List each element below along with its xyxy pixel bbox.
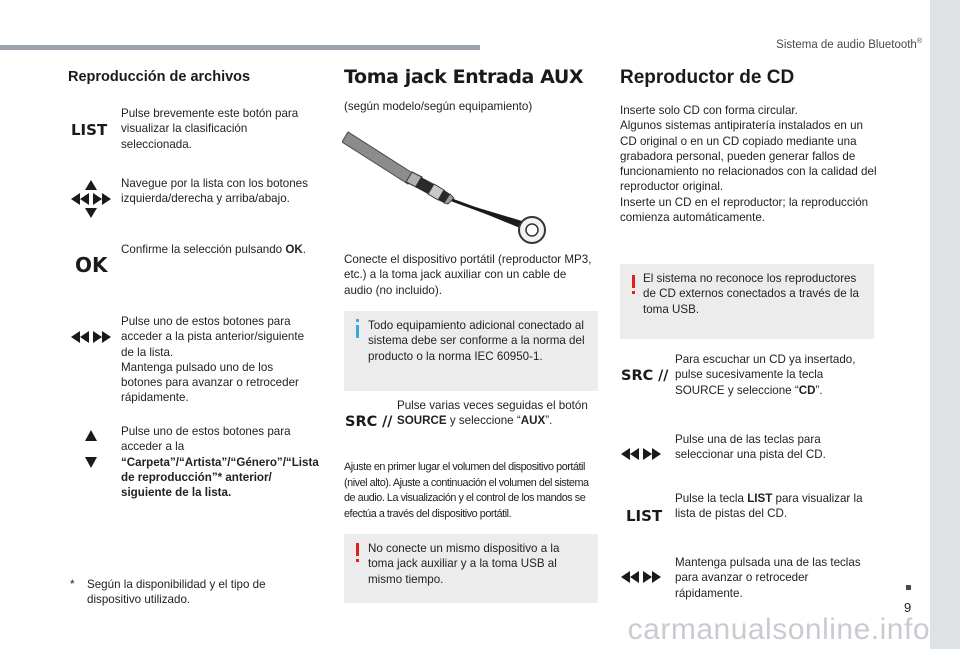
jack-plug-illustration [342, 124, 552, 248]
page-marker [906, 585, 911, 590]
footnote: Según la disponibilidad y el tipo de dispositivo utilizado. [87, 578, 266, 607]
cd-seek-arrows-icon [619, 570, 663, 584]
col1-folder-text: Pulse uno de estos botones para acceder a la “Carpeta”/“Artista”/“Género”/“Lista de reproducción”* anterior/ siguiente de la lista. [121, 425, 319, 500]
cd-warning-icon [632, 275, 635, 288]
cd-src-button-icon: SRC // [621, 368, 669, 384]
section-title: Sistema de audio Bluetooth® [776, 38, 922, 51]
col3-track-text: Pulse una de las teclas para seleccionar una pista del CD. [675, 433, 826, 462]
info-text: Todo equipamiento adicional conectado al sistema debe ser conforme a la norma del producto o la norma IEC 60950-1. [368, 319, 585, 363]
col1-ok-text: Confirme la selección pulsando OK. [121, 243, 306, 256]
page-number: 9 [904, 600, 912, 615]
warning-icon-dot [356, 559, 359, 562]
warning-text: No conecte un mismo dispositivo a la toma jack auxiliar y a la toma USB al mismo tiempo. [368, 542, 560, 586]
src-button-icon: SRC // [345, 414, 393, 430]
header-rule [0, 45, 480, 50]
col2-source-text: Pulse varias veces seguidas el botón SOURCE y seleccione “AUX”. [397, 399, 588, 428]
ok-button-icon: OK [75, 253, 108, 277]
cd-warning-text: El sistema no reconoce los reproductores de CD externos conectados a través de la toma USB. [643, 272, 859, 316]
page-side-band [930, 0, 960, 649]
col1-list-text: Pulse brevemente este botón para visualizar la clasificación seleccionada. [121, 107, 299, 151]
col2-subtitle: (según modelo/según equipamiento) [344, 100, 533, 113]
footnote-mark: * [70, 578, 75, 591]
col3-source-text: Para escuchar un CD ya insertado, pulse sucesivamente la tecla SOURCE y seleccione “CD”. [675, 353, 856, 397]
col2-adjust-text: Ajuste en primer lugar el volumen del dispositivo portátil (nivel alto). Ajuste a continuación el volumen del sistema de audio. La visualización y el control de los mandos se efectúa a través del dispositivo portátil. [344, 461, 589, 520]
col3-seek-text: Mantenga pulsada una de las teclas para avanzar o retroceder rápidamente. [675, 556, 861, 600]
col2-title: Toma jack Entrada AUX [344, 66, 584, 88]
seek-left-right-icon [69, 330, 113, 344]
col1-title: Reproducción de archivos [68, 69, 251, 85]
col3-title: Reproductor de CD [620, 67, 795, 88]
up-down-arrows-icon [82, 429, 100, 469]
watermark: carmanualsonline.info [627, 613, 930, 646]
col1-track-text: Pulse uno de estos botones para acceder a la pista anterior/siguiente de la lista. Mantenga pulsado uno de los botones para avanzar o retroceder rápidamente. [121, 315, 305, 405]
col3-intro: Inserte solo CD con forma circular. Algunos sistemas antipiratería instalados en un CD original o en un CD copiado mediante una grabadora personal, pueden generar fallos de funcionamiento no relacionados con la calidad del reproductor original. Inserte un CD en el reproductor; la reproducción comienza automáticamente. [620, 104, 877, 225]
cd-list-button-icon: LIST [626, 507, 663, 525]
list-button-icon: LIST [71, 121, 108, 139]
col2-connect-text: Conecte el dispositivo portátil (reproductor MP3, etc.) a la toma jack auxiliar con un cable de audio (no incluido). [344, 253, 592, 297]
info-icon [356, 325, 359, 338]
cd-track-arrows-icon [619, 447, 663, 461]
warning-icon [356, 543, 359, 556]
navigation-arrows-icon [69, 177, 113, 221]
col3-list-text: Pulse la tecla LIST para visualizar la lista de pistas del CD. [675, 492, 863, 521]
cd-warning-icon-dot [632, 291, 635, 294]
col1-navigate-text: Navegue por la lista con los botones izquierda/derecha y arriba/abajo. [121, 177, 308, 206]
info-icon-dot [356, 319, 359, 322]
